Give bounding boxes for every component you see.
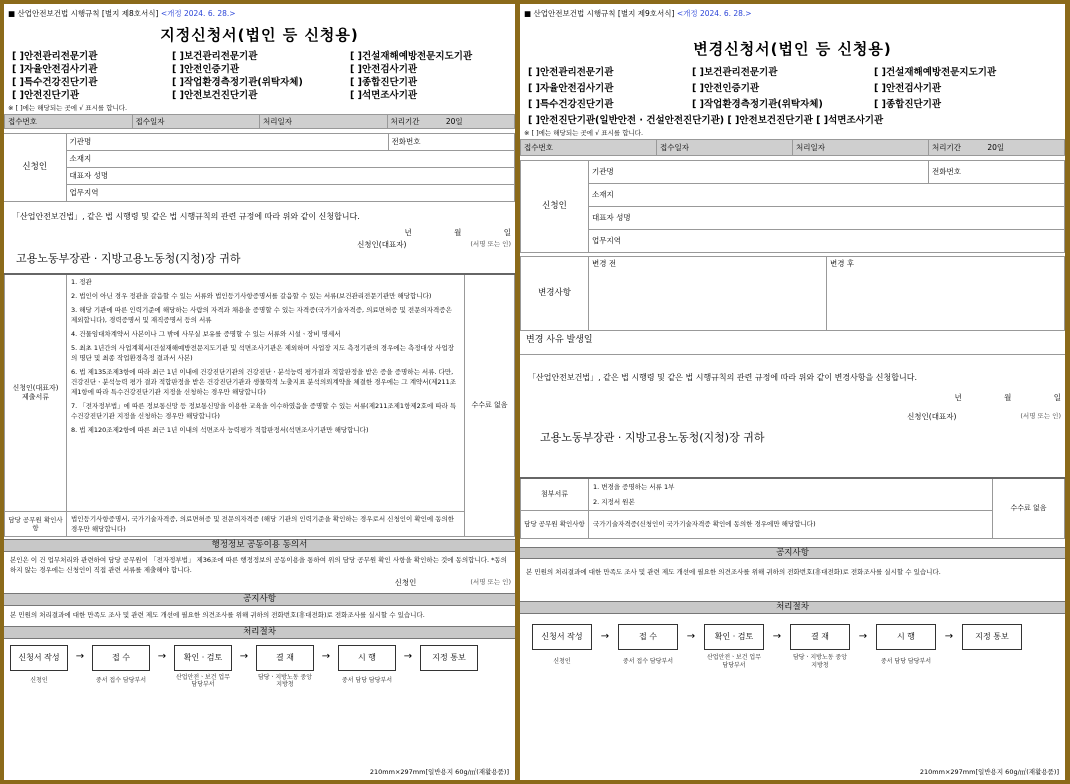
step-label: 신청인 [30, 677, 48, 685]
signer-label: 신청인(대표자) [357, 239, 407, 249]
category-checkbox[interactable]: [ ]석면조사기관 [350, 89, 418, 101]
representative-field[interactable]: 대표자 성명 [66, 168, 515, 185]
document-item: 1. 변경을 증명하는 서류 1부 [593, 483, 675, 492]
step-box: 결 재 [256, 645, 314, 671]
step-label: 중서 접수 담당부서 [622, 657, 674, 665]
category-checkbox[interactable]: [ ]자율안전검사기관 [528, 83, 614, 94]
step-box: 확인 · 검토 [704, 624, 764, 650]
work-area-field[interactable]: 업무지역 [66, 185, 515, 202]
category-checkbox[interactable]: [ ]안전검사기관 [350, 64, 418, 75]
process-date-label: 처리일자 [260, 114, 388, 128]
category-checkbox[interactable]: [ ]종합진단기관 [874, 98, 942, 110]
step-label: 중서 담당 담당부서 [880, 657, 932, 665]
receipt-date-label: 접수일자 [657, 139, 793, 155]
recipient-line: 고용노동부장관 · 지방고용노동청(지청)장 귀하 [540, 430, 765, 444]
change-application-form [520, 4, 1065, 780]
change-reason-field[interactable]: 변경 사유 발생일 [520, 331, 1065, 355]
step-box: 접 수 [92, 645, 150, 671]
designation-application-form [4, 4, 515, 780]
receipt-table [520, 139, 1065, 156]
documents-table [520, 477, 1065, 539]
category-checkbox[interactable]: [ ]종합진단기관 [350, 76, 418, 88]
address-field[interactable]: 소재지 [589, 183, 1065, 206]
documents-table [4, 273, 515, 538]
phone-field[interactable]: 전화번호 [929, 160, 1065, 183]
form-legal-basis: ■ 산업안전보건법 시행규칙 [별지 제8호서식] [8, 9, 159, 18]
signature-row [4, 240, 515, 249]
document-item: 8. 법 제120조제2항에 따른 최근 1년 이내의 석면조사 능력평가 적합판정서(석면조사기관만 해당합니다) [71, 426, 369, 435]
category-checkbox[interactable]: [ ]특수건강진단기관 [12, 76, 98, 88]
notice-title: 공지사항 [520, 547, 1065, 560]
arrow-icon: → [157, 651, 167, 663]
arrow-icon: → [944, 630, 954, 642]
step-label: 산업안전ㆍ보건 업무 담당부서 [706, 654, 762, 669]
receipt-table [4, 114, 515, 129]
step-box: 지정 통보 [420, 645, 478, 671]
documents-list [589, 478, 993, 510]
category-checkbox[interactable]: [ ]작업환경측정기관(위탁자체) [172, 76, 303, 88]
process-flow [4, 645, 515, 671]
checkbox-note: ※ [ ]에는 해당되는 곳에 √ 표시를 합니다. [524, 128, 644, 137]
step-box: 결 재 [790, 624, 850, 650]
step-label: 산업안전ㆍ보건 업무 담당부서 [175, 673, 231, 689]
notice-text: 본 민원의 처리결과에 대한 만족도 조사 및 관련 제도 개선에 필요한 의견조사를 위해 귀하의 전화번호(휴대전화)로 전화조사를 실시할 수 있습니다. [526, 568, 941, 577]
fee-cell: 수수료 없음 [465, 274, 515, 537]
step-label: 신청인 [553, 657, 571, 665]
category-checkbox[interactable]: [ ]안전관리전문기관 [12, 51, 98, 63]
arrow-icon: → [858, 630, 868, 642]
declaration-text: 「산업안전보건법」, 같은 법 시행령 및 같은 법 시행규칙의 관련 규정에 따라 위와 같이 변경사항을 신청합니다. [528, 372, 917, 382]
document-item: 2. 지정서 원본 [593, 497, 635, 506]
step-box: 확인 · 검토 [174, 645, 232, 671]
form-header [520, 4, 1065, 18]
applicant-label: 신청인 [4, 134, 66, 202]
category-checkbox[interactable]: [ ]안전진단기관 [12, 89, 80, 101]
revision-date: <개정 2024. 6. 28.> [160, 9, 236, 18]
documents-label: 신청인(대표자) 제출서류 [5, 274, 67, 512]
notice-title: 공지사항 [4, 593, 515, 606]
phone-field[interactable]: 전화번호 [388, 134, 515, 151]
process-flow [520, 624, 1065, 650]
process-labels [4, 674, 515, 689]
arrow-icon: → [686, 630, 696, 642]
process-title: 처리절차 [520, 601, 1065, 614]
official-check-text: 국가기술자격증(신청인이 국가기술자격증 확인에 동의한 경우에만 해당합니다) [589, 510, 993, 538]
step-label: 담당ㆍ지방노동 중앙 지방청 [792, 654, 848, 669]
sign-note[interactable]: (서명 또는 인) [1020, 412, 1061, 421]
step-box: 신청서 작성 [10, 645, 68, 671]
process-title: 처리절차 [4, 626, 515, 639]
applicant-label: 신청인 [521, 160, 589, 252]
official-check-label: 담당 공무원 확인사항 [5, 512, 67, 537]
category-checkbox[interactable]: [ ]건설재해예방전문지도기관 [874, 67, 997, 79]
arrow-icon: → [321, 651, 331, 663]
process-date-label: 처리일자 [793, 139, 929, 155]
step-box: 접 수 [618, 624, 678, 650]
category-checkbox-list [4, 51, 515, 102]
category-checkbox[interactable]: [ ]안전인증기관 [692, 83, 760, 94]
process-period-label [929, 139, 1065, 155]
category-checkbox[interactable]: [ ]자율안전검사기관 [12, 64, 98, 75]
paper-spec: 210mm×297mm[일반용지 60g/㎡(재활용품)] [369, 767, 509, 776]
receipt-number-label: 접수번호 [5, 114, 133, 128]
category-checkbox[interactable]: [ ]안전보건진단기관 [172, 89, 258, 101]
work-area-field[interactable]: 업무지역 [589, 229, 1065, 252]
representative-field[interactable]: 대표자 성명 [589, 206, 1065, 229]
category-checkbox[interactable]: [ ]보건관리전문기관 [172, 51, 258, 63]
document-item: 7. 「전자정부법」에 따른 정보통신망 등 정보통신망을 이용한 교육을 이수하였음을 증명할 수 있는 서류(제211조제1항제2호에 따라 특수건강진단기관 지정을 신청하는 경우만 해당합니다) [71, 402, 457, 421]
process-period-value: 20일 [445, 116, 463, 126]
form-title: 지정신청서(법인 등 신청용) [160, 26, 359, 45]
address-field[interactable]: 소재지 [66, 151, 515, 168]
change-after-field[interactable]: 변경 후 [827, 256, 1065, 330]
date-line: 년 월 일 [404, 228, 511, 238]
consent-title: 행정정보 공동이용 동의서 [4, 539, 515, 552]
step-label: 중서 담당 담당부서 [341, 677, 393, 685]
arrow-icon: → [75, 651, 85, 663]
category-checkbox[interactable]: [ ]안전검사기관 [874, 83, 942, 94]
notice-text: 본 민원의 처리결과에 대한 만족도 조사 및 관련 제도 개선에 필요한 의견조사를 위해 귀하의 전화번호(휴대전화)로 전화조사를 실시할 수 있습니다. [10, 611, 425, 619]
org-name-field[interactable]: 기관명 [589, 160, 929, 183]
org-name-field[interactable]: 기관명 [66, 134, 388, 151]
change-label: 변경사항 [521, 256, 589, 330]
category-checkbox[interactable]: [ ]보건관리전문기관 [692, 67, 778, 79]
applicant-table [4, 133, 515, 202]
official-check-text: 법인등기사항증명서, 국가기술자격증, 의료면허증 및 전문의자격증 (해당 기관의 인력기준을 확인하는 경우로서 신청인이 확인에 동의한 경우만 해당합니다) [67, 512, 465, 537]
document-item: 1. 정관 [71, 277, 92, 286]
documents-list [67, 274, 465, 512]
paper-spec: 210mm×297mm[일반용지 60g/㎡(재활용품)] [919, 767, 1059, 776]
consent-sign-note[interactable]: (서명 또는 인) [470, 578, 511, 586]
process-period-value: 20일 [987, 142, 1005, 152]
form-legal-basis: ■ 산업안전보건법 시행규칙 [별지 제9호서식] [524, 9, 675, 18]
arrow-icon: → [772, 630, 782, 642]
category-checkbox[interactable]: [ ]건설재해예방전문지도기관 [350, 51, 473, 63]
category-checkbox[interactable]: [ ]안전인증기관 [172, 64, 240, 75]
form-title: 변경신청서(법인 등 신청용) [693, 40, 892, 59]
category-checkbox[interactable]: [ ]안전관리전문기관 [528, 67, 614, 79]
category-checkbox[interactable]: [ ]특수건강진단기관 [528, 98, 614, 110]
process-period-text: 처리기간 [390, 116, 420, 126]
step-box: 시 행 [338, 645, 396, 671]
process-period-label [387, 114, 515, 128]
receipt-date-label: 접수일자 [132, 114, 260, 128]
category-checkbox-last-row[interactable]: [ ]안전진단기관(일반안전 · 건설안전진단기관) [ ]안전보건진단기관 [ ]석면조사기관 [528, 114, 884, 126]
step-box: 신청서 작성 [532, 624, 592, 650]
document-item: 6. 법 제135조제3항에 따라 최근 1년 이내에 건강진단기관의 건강진단ㆍ분석능력 평가결과 적합판정을 받은 증을 증명하는 서류. 다만, 건강진단ㆍ분석능력 평가 결과 적합판정을 받은 건강진단기관과 생물학적 노출지표 분석의뢰계약을 체결한 경우에는 그 계약서(제211조제1항에 따라 특수건강진단기관 지정을 신청하는 경우만 해당합니다) [71, 368, 457, 397]
signer-label: 신청인(대표자) [907, 412, 957, 422]
change-table [520, 256, 1065, 331]
consent-signer: 신청인 [394, 578, 417, 587]
signature-row [520, 412, 1065, 421]
recipient-line: 고용노동부장관 · 지방고용노동청(지청)장 귀하 [16, 251, 241, 265]
declaration-text: 「산업안전보건법」, 같은 법 시행령 및 같은 법 시행규칙의 관련 규정에 따라 위와 같이 신청합니다. [12, 212, 360, 222]
document-item: 5. 최초 1년간의 사업계획서(건설재해예방전문지도기관 및 석면조사기관은 제외하며 사업장 지도 측정기관의 경우에는 측정대상 사업장의 명단 및 최종 작업환경측정 결과서 사본) [71, 343, 455, 362]
step-box: 시 행 [876, 624, 936, 650]
receipt-number-label: 접수번호 [521, 139, 657, 155]
arrow-icon: → [239, 651, 249, 663]
document-item: 4. 건물임대차계약서 사본이나 그 밖에 사무실 보유를 증명할 수 있는 서류와 시설ㆍ장비 명세서 [71, 329, 341, 338]
process-period-text: 처리기간 [932, 142, 961, 152]
arrow-icon: → [403, 651, 413, 663]
step-box: 지정 통보 [962, 624, 1022, 650]
step-label: 담당ㆍ지방노동 중앙 지방청 [257, 673, 313, 689]
document-item: 3. 해당 기관에 따른 인력기준에 해당하는 사람의 자격과 채용을 증명할 수 있는 자격증(국가기술자격증, 의료면허증 및 전문의자격증은 제외합니다), 경력증명서 및 재직증명서 등의 서류 [71, 305, 452, 324]
sign-note[interactable]: (서명 또는 인) [470, 239, 511, 248]
checkbox-note: ※ [ ]에는 해당되는 곳에 √ 표시를 합니다. [8, 103, 128, 112]
consent-signature-row [4, 578, 515, 587]
process-labels [520, 654, 1065, 669]
category-checkbox[interactable]: [ ]작업환경측정기관(위탁자체) [692, 98, 823, 110]
documents-label: 첨부서류 [521, 478, 589, 510]
arrow-icon: → [600, 630, 610, 642]
step-label: 중서 접수 담당부서 [95, 677, 147, 685]
form-header [4, 4, 515, 18]
document-item: 2. 법인이 아닌 경우 정관을 갈음할 수 있는 서류와 법인등기사항증명서를 갈음할 수 있는 서류(보건관리전문기관만 해당합니다) [71, 291, 432, 300]
applicant-table [520, 160, 1065, 253]
fee-cell: 수수료 없음 [993, 478, 1065, 538]
official-check-label: 담당 공무원 확인사항 [521, 510, 589, 538]
date-line: 년 월 일 [954, 392, 1061, 402]
consent-text: 본인은 이 건 업무처리와 관련하여 담당 공무원이 「전자정부법」 제36조에 따른 행정정보의 공동이용을 통하여 위의 담당 공무원 확인 사항을 확인하는 것에 동의합니다. *동의하지 않는 경우에는 신청인이 직접 관련 서류를 제출해야 합니다. [10, 555, 507, 574]
change-before-field[interactable]: 변경 전 [589, 256, 827, 330]
revision-date: <개정 2024. 6. 28.> [676, 9, 752, 18]
category-checkbox-list [520, 67, 1065, 111]
